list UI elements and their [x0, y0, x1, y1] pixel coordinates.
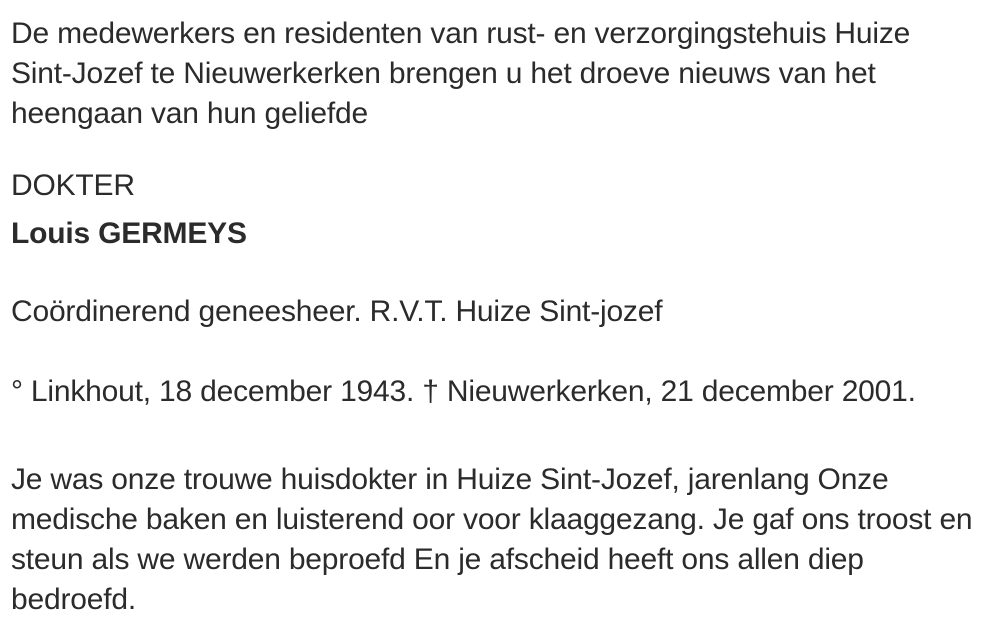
tribute-line: medische baken en luisterend oor voor klaaggezang. Je gaf ons troost en: [11, 503, 973, 536]
tribute-paragraph: [11, 460, 980, 620]
intro-line: De medewerkers en residenten van rust- en verzorgingstehuis Huize: [11, 17, 911, 50]
deceased-role: Coördinerend geneesheer. R.V.T. Huize Sint-jozef: [11, 295, 663, 328]
deceased-name: Louis GERMEYS: [11, 217, 247, 250]
tribute-line: steun als we werden beproefd En je afscheid heeft ons allen diep: [11, 543, 864, 576]
intro-line: Sint-Jozef te Nieuwerkerken brengen u het droeve nieuws van het: [11, 57, 876, 90]
intro-paragraph: [11, 14, 980, 134]
birth-death-dates: ° Linkhout, 18 december 1943. † Nieuwerkerken, 21 december 2001.: [11, 375, 916, 408]
deceased-title: DOKTER: [11, 169, 135, 202]
tribute-line: bedroefd.: [11, 583, 136, 616]
tribute-line: Je was onze trouwe huisdokter in Huize Sint-Jozef, jarenlang Onze: [11, 463, 889, 496]
intro-line: heengaan van hun geliefde: [11, 97, 368, 130]
